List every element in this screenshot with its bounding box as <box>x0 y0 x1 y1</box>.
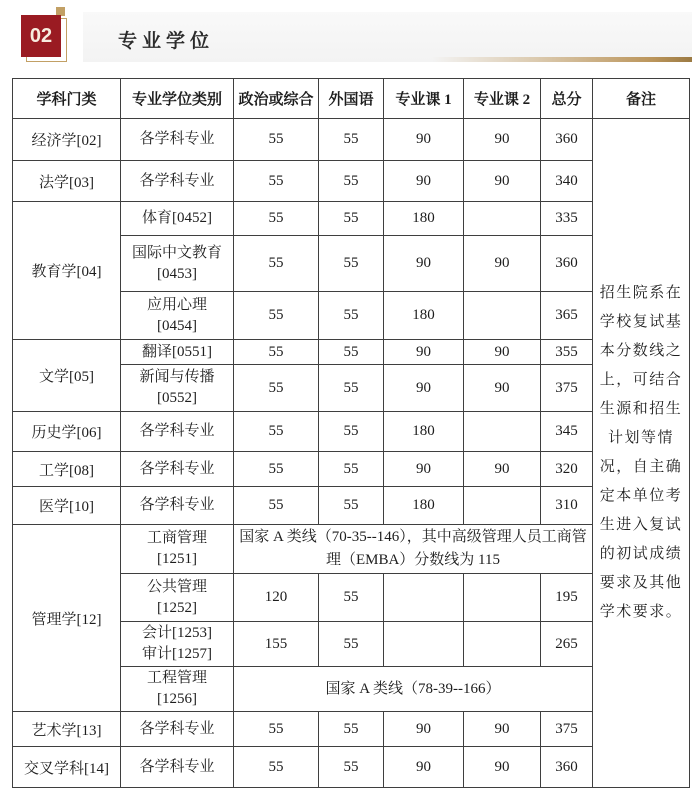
degree-line: 会计[1253] <box>142 625 212 641</box>
score-cell: 55 <box>319 236 384 292</box>
score-cell: 55 <box>319 340 384 365</box>
score-cell <box>384 574 464 622</box>
score-cell: 180 <box>384 412 464 452</box>
degree-cell <box>121 452 234 487</box>
degree-cell <box>121 202 234 236</box>
score-cell <box>464 574 541 622</box>
degree-cell <box>121 747 234 788</box>
degree-cell <box>121 119 234 161</box>
total-cell: 375 <box>541 365 593 412</box>
total-cell: 195 <box>541 574 593 622</box>
score-cell: 90 <box>464 161 541 202</box>
column-header-remarks: 备注 <box>593 79 690 119</box>
degree-line: 翻译[0551] <box>142 343 212 360</box>
category-cell: 经济学[02] <box>13 119 121 161</box>
degree-cell <box>121 667 234 712</box>
degree-line: 应用心理 <box>146 296 207 313</box>
score-cell <box>464 292 541 340</box>
score-cell <box>384 622 464 667</box>
score-cell: 90 <box>464 236 541 292</box>
score-cell: 55 <box>319 622 384 667</box>
category-cell: 艺术学[13] <box>13 712 121 747</box>
score-cell: 55 <box>234 747 319 788</box>
category-cell: 工学[08] <box>13 452 121 487</box>
table-row <box>13 161 690 202</box>
score-cell: 55 <box>319 452 384 487</box>
header-row <box>13 79 690 119</box>
column-header-degree-type: 专业学位类别 <box>121 79 234 119</box>
category-cell: 文学[05] <box>13 340 121 412</box>
degree-line: 各学科专业 <box>139 131 215 147</box>
score-cell: 55 <box>319 119 384 161</box>
score-cell: 55 <box>319 574 384 622</box>
column-header-course1: 专业课 1 <box>384 79 464 119</box>
total-cell: 360 <box>541 747 593 788</box>
column-header-total: 总分 <box>541 79 593 119</box>
total-cell: 265 <box>541 622 593 667</box>
column-header-politics: 政治或综合 <box>234 79 319 119</box>
column-header-foreign-language: 外国语 <box>319 79 384 119</box>
score-cell: 55 <box>234 712 319 747</box>
degree-line: 工程管理 <box>146 670 207 686</box>
score-cell: 90 <box>384 161 464 202</box>
degree-line: [1256] <box>157 691 197 707</box>
table-row <box>13 340 690 365</box>
score-cell: 55 <box>234 236 319 292</box>
score-cell: 55 <box>319 412 384 452</box>
degree-line: 国际中文教育 <box>131 244 222 261</box>
remarks-cell: 招生院系在学校复试基本分数线之上，可结合生源和招生计划等情况，自主确定本单位考生进入复试的初试成绩要求及其他学术要求。 <box>593 119 690 788</box>
total-cell: 340 <box>541 161 593 202</box>
score-cell: 90 <box>384 236 464 292</box>
degree-line: 各学科专业 <box>139 172 215 189</box>
score-cell: 90 <box>384 452 464 487</box>
table-row <box>13 747 690 788</box>
score-cell: 55 <box>319 365 384 412</box>
score-cell: 55 <box>319 747 384 788</box>
total-cell: 360 <box>541 119 593 161</box>
score-cell: 120 <box>234 574 319 622</box>
category-cell: 管理学[12] <box>13 525 121 712</box>
degree-cell <box>121 292 234 340</box>
score-cell: 180 <box>384 487 464 525</box>
score-cell: 180 <box>384 202 464 236</box>
score-cell: 180 <box>384 292 464 340</box>
column-header-category: 学科门类 <box>13 79 121 119</box>
degree-line: 体育[0452] <box>142 210 212 226</box>
degree-line: [1251] <box>157 551 197 567</box>
score-cell: 90 <box>464 747 541 788</box>
total-cell: 310 <box>541 487 593 525</box>
degree-cell <box>121 622 234 667</box>
score-table <box>12 78 690 788</box>
category-cell: 教育学[04] <box>13 202 121 340</box>
score-cell: 55 <box>319 712 384 747</box>
score-cell: 55 <box>234 452 319 487</box>
degree-cell <box>121 574 234 622</box>
total-cell: 355 <box>541 340 593 365</box>
section-number-badge: 02 <box>21 15 61 57</box>
table-row <box>13 412 690 452</box>
score-cell: 90 <box>464 119 541 161</box>
score-cell: 55 <box>319 161 384 202</box>
score-cell: 55 <box>319 487 384 525</box>
category-cell: 历史学[06] <box>13 412 121 452</box>
total-cell: 360 <box>541 236 593 292</box>
table-row <box>13 202 690 236</box>
gold-accent-line <box>432 57 692 62</box>
score-cell: 90 <box>384 119 464 161</box>
degree-cell <box>121 340 234 365</box>
score-cell: 55 <box>234 340 319 365</box>
score-cell: 90 <box>384 747 464 788</box>
score-cell <box>464 487 541 525</box>
score-cell: 55 <box>234 161 319 202</box>
degree-line: 新闻与传播 <box>139 369 215 385</box>
column-header-course2: 专业课 2 <box>464 79 541 119</box>
degree-line: 工商管理 <box>146 530 207 546</box>
degree-cell <box>121 487 234 525</box>
score-cell: 90 <box>464 452 541 487</box>
table-row <box>13 452 690 487</box>
degree-cell <box>121 525 234 574</box>
total-cell: 345 <box>541 412 593 452</box>
score-cell: 55 <box>319 202 384 236</box>
score-cell: 55 <box>234 487 319 525</box>
score-cell: 155 <box>234 622 319 667</box>
merged-note-cell: 国家 A 类线（78-39--166） <box>234 667 593 712</box>
degree-line: [0552] <box>157 390 197 406</box>
score-cell: 55 <box>234 202 319 236</box>
score-cell: 90 <box>464 340 541 365</box>
score-cell: 55 <box>234 292 319 340</box>
category-cell: 交叉学科[14] <box>13 747 121 788</box>
degree-cell <box>121 712 234 747</box>
degree-cell <box>121 236 234 292</box>
score-cell: 90 <box>464 712 541 747</box>
degree-line: 各学科专业 <box>139 758 215 775</box>
table-row <box>13 712 690 747</box>
degree-cell <box>121 161 234 202</box>
score-cell: 55 <box>234 119 319 161</box>
degree-line: 审计[1257] <box>142 646 212 662</box>
total-cell: 365 <box>541 292 593 340</box>
degree-line: 各学科专业 <box>139 720 215 737</box>
score-cell <box>464 202 541 236</box>
section-title: 专业学位 <box>118 31 215 52</box>
degree-line: 公共管理 <box>146 578 207 595</box>
score-cell: 55 <box>234 412 319 452</box>
degree-line: [0453] <box>157 265 197 282</box>
merged-note-cell: 国家 A 类线（70-35--146），其中高级管理人员工商管理（EMBA）分数线为 115 <box>234 525 593 574</box>
score-cell <box>464 622 541 667</box>
total-cell: 375 <box>541 712 593 747</box>
score-cell: 90 <box>464 365 541 412</box>
table-row <box>13 525 690 574</box>
table-row <box>13 487 690 525</box>
score-cell: 90 <box>384 365 464 412</box>
degree-line: 各学科专业 <box>139 423 215 439</box>
degree-line: 各学科专业 <box>139 460 215 477</box>
score-cell: 90 <box>384 712 464 747</box>
category-cell: 医学[10] <box>13 487 121 525</box>
score-cell <box>464 412 541 452</box>
score-cell: 90 <box>384 340 464 365</box>
table-row <box>13 119 690 161</box>
degree-line: 各学科专业 <box>139 497 215 513</box>
score-cell: 55 <box>319 292 384 340</box>
score-cell: 55 <box>234 365 319 412</box>
degree-cell <box>121 412 234 452</box>
category-cell: 法学[03] <box>13 161 121 202</box>
degree-line: [0454] <box>157 317 197 334</box>
degree-cell <box>121 365 234 412</box>
degree-line: [1252] <box>157 599 197 616</box>
total-cell: 320 <box>541 452 593 487</box>
total-cell: 335 <box>541 202 593 236</box>
